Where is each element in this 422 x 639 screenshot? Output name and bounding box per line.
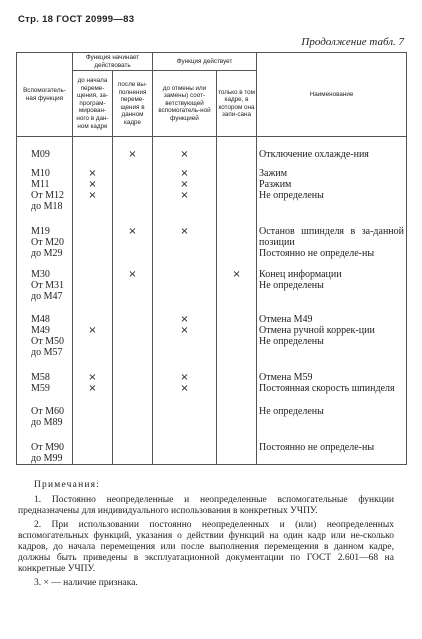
mark-cell bbox=[73, 160, 113, 212]
cross-mark bbox=[219, 190, 254, 201]
function-name: Не определены bbox=[259, 336, 324, 348]
function-code: M48 bbox=[31, 314, 50, 326]
mark-cell bbox=[217, 358, 257, 394]
mark-cell bbox=[73, 259, 113, 302]
mark-cell bbox=[217, 160, 257, 212]
function-name-cell bbox=[257, 428, 407, 465]
function-code-cell bbox=[17, 428, 73, 465]
cross-mark: × bbox=[128, 226, 137, 238]
cross-mark: × bbox=[128, 149, 137, 161]
function-code: M10 bbox=[31, 168, 50, 180]
cross-mark bbox=[115, 179, 150, 190]
function-name-cell bbox=[257, 358, 407, 394]
notes-title: Примечания: bbox=[34, 480, 101, 490]
mark-cell bbox=[153, 160, 217, 212]
cross-mark: × bbox=[88, 325, 97, 337]
cross-mark bbox=[219, 372, 254, 383]
mark-cell bbox=[73, 428, 113, 465]
function-code: до M18 bbox=[31, 201, 63, 213]
function-code-cell bbox=[17, 394, 73, 428]
function-name: Отмена M49 bbox=[259, 314, 313, 326]
function-code-cell bbox=[17, 212, 73, 259]
function-code-cell bbox=[17, 137, 73, 161]
function-name: Не определены bbox=[259, 280, 324, 292]
mark-cell bbox=[217, 428, 257, 465]
function-code: M19 bbox=[31, 226, 50, 238]
cross-mark bbox=[219, 168, 254, 179]
function-code: От M60 bbox=[31, 406, 64, 418]
table-row bbox=[17, 137, 407, 161]
cross-mark: × bbox=[180, 226, 189, 238]
cross-mark: × bbox=[88, 179, 97, 191]
cross-mark: × bbox=[88, 383, 97, 395]
mark-cell bbox=[113, 160, 153, 212]
function-code: От M20 bbox=[31, 237, 64, 249]
mark-cell bbox=[73, 137, 113, 161]
table-continuation-label: Продолжение табл. 7 bbox=[301, 36, 404, 48]
cross-mark: × bbox=[88, 190, 97, 202]
mark-cell bbox=[153, 137, 217, 161]
function-name-cell bbox=[257, 259, 407, 302]
function-code: до M57 bbox=[31, 347, 63, 359]
cross-mark bbox=[75, 149, 110, 160]
function-name: Разжим bbox=[259, 179, 292, 191]
function-name-cell bbox=[257, 302, 407, 358]
note-3: 3. × — наличие признака. bbox=[34, 577, 138, 588]
cross-mark: × bbox=[180, 372, 189, 384]
header-start-group: Функция начинает действовать bbox=[73, 53, 153, 71]
function-name: Постоянно не определе-ны bbox=[259, 442, 375, 454]
cross-mark bbox=[115, 325, 150, 336]
header-before-move: до начала переме-щения, за-програм-мирован-ного в дан-ном кадре bbox=[73, 71, 113, 137]
function-name: Конец информации bbox=[259, 269, 342, 281]
function-code-cell bbox=[17, 302, 73, 358]
function-name-cell bbox=[257, 212, 407, 259]
function-code: От M31 bbox=[31, 280, 64, 292]
page-header: Стр. 18 ГОСТ 20999—83 bbox=[18, 14, 135, 25]
function-code: до M99 bbox=[31, 453, 63, 465]
mark-cell bbox=[73, 358, 113, 394]
table-row bbox=[17, 212, 407, 259]
cross-mark bbox=[219, 179, 254, 190]
mark-cell bbox=[153, 302, 217, 358]
function-code-cell bbox=[17, 160, 73, 212]
function-name: Останов шпинделя в за-данной позиции bbox=[259, 226, 405, 249]
table-row bbox=[17, 428, 407, 465]
function-code: M09 bbox=[31, 149, 50, 161]
table-row bbox=[17, 259, 407, 302]
cross-mark bbox=[219, 383, 254, 394]
header-name: Наименование bbox=[257, 53, 407, 137]
header-after-move: после вы-полнения переме-щения в данном кадре bbox=[113, 71, 153, 137]
mark-cell bbox=[113, 259, 153, 302]
mark-cell bbox=[73, 302, 113, 358]
function-name: Отключение охлажде-ния bbox=[259, 149, 369, 161]
function-code: до M29 bbox=[31, 248, 63, 260]
cross-mark: × bbox=[180, 314, 189, 326]
mark-cell bbox=[217, 259, 257, 302]
cross-mark: × bbox=[180, 325, 189, 337]
table-row bbox=[17, 394, 407, 428]
note-1: 1. Постоянно неопределенные и неопределенные вспомогательные функции предназначены для индивидуального использования в конкретных УЧПУ. bbox=[18, 495, 394, 517]
mark-cell bbox=[113, 137, 153, 161]
functions-table bbox=[16, 52, 407, 465]
cross-mark bbox=[219, 325, 254, 336]
function-code: От M90 bbox=[31, 442, 64, 454]
function-name-cell bbox=[257, 160, 407, 212]
header-until-cancel: до отмены или замены) соот-ветствующей вспомогатель-ной функцией bbox=[153, 71, 217, 137]
mark-cell bbox=[113, 302, 153, 358]
cross-mark bbox=[155, 269, 214, 280]
cross-mark bbox=[75, 314, 110, 325]
function-name: Постоянно не определе-ны bbox=[259, 248, 375, 260]
notes-section bbox=[18, 480, 394, 591]
mark-cell bbox=[217, 212, 257, 259]
cross-mark: × bbox=[88, 372, 97, 384]
cross-mark bbox=[75, 226, 110, 237]
function-code: M30 bbox=[31, 269, 50, 281]
cross-mark bbox=[75, 269, 110, 280]
cross-mark bbox=[219, 149, 254, 160]
function-code: M49 bbox=[31, 325, 50, 337]
cross-mark: × bbox=[88, 168, 97, 180]
table-row bbox=[17, 160, 407, 212]
mark-cell bbox=[153, 212, 217, 259]
note-2: 2. При использовании постоянно неопределенных и (или) неопределенных вспомогательных функций, указания о действии функций на один кадр или не-сколько кадров, до начала перемещения или после выполнения перемещения в данном кадре, должны быть приведены в эксплуатационной документации по ГОСТ 2.601—68 на конкретные УЧПУ. bbox=[18, 519, 394, 575]
cross-mark bbox=[115, 383, 150, 394]
cross-mark bbox=[115, 314, 150, 325]
function-code: От M12 bbox=[31, 190, 64, 202]
cross-mark: × bbox=[180, 383, 189, 395]
mark-cell bbox=[113, 428, 153, 465]
header-code: Вспомогатель-ная функция bbox=[17, 53, 73, 137]
function-code-cell bbox=[17, 358, 73, 394]
mark-cell bbox=[113, 394, 153, 428]
function-code: M59 bbox=[31, 383, 50, 395]
table-row bbox=[17, 358, 407, 394]
cross-mark: × bbox=[180, 190, 189, 202]
mark-cell bbox=[217, 302, 257, 358]
header-only-block: только в том кадре, в котором она запи-сана bbox=[217, 71, 257, 137]
function-name: Не определены bbox=[259, 190, 324, 202]
mark-cell bbox=[153, 394, 217, 428]
mark-cell bbox=[217, 137, 257, 161]
function-name: Не определены bbox=[259, 406, 324, 418]
cross-mark bbox=[115, 168, 150, 179]
function-name: Отмена M59 bbox=[259, 372, 313, 384]
function-name-cell bbox=[257, 394, 407, 428]
function-code: От M50 bbox=[31, 336, 64, 348]
function-name: Зажим bbox=[259, 168, 288, 180]
mark-cell bbox=[113, 212, 153, 259]
cross-mark bbox=[219, 314, 254, 325]
function-code: M11 bbox=[31, 179, 50, 191]
function-name: Отмена ручной коррек-ции bbox=[259, 325, 375, 337]
mark-cell bbox=[217, 394, 257, 428]
mark-cell bbox=[153, 428, 217, 465]
mark-cell bbox=[153, 259, 217, 302]
mark-cell bbox=[73, 212, 113, 259]
cross-mark: × bbox=[232, 269, 241, 281]
function-code: до M89 bbox=[31, 417, 63, 429]
mark-cell bbox=[153, 358, 217, 394]
mark-cell bbox=[73, 394, 113, 428]
cross-mark: × bbox=[180, 179, 189, 191]
cross-mark: × bbox=[180, 149, 189, 161]
cross-mark bbox=[219, 226, 254, 237]
function-name: Постоянная скорость шпинделя bbox=[259, 383, 395, 395]
cross-mark bbox=[115, 372, 150, 383]
cross-mark: × bbox=[180, 168, 189, 180]
cross-mark: × bbox=[128, 269, 137, 281]
function-code: до M47 bbox=[31, 291, 63, 303]
function-name-cell bbox=[257, 137, 407, 161]
header-act-group: Функция действует bbox=[153, 53, 257, 71]
mark-cell bbox=[113, 358, 153, 394]
function-code: M58 bbox=[31, 372, 50, 384]
function-code-cell bbox=[17, 259, 73, 302]
table-row bbox=[17, 302, 407, 358]
cross-mark bbox=[115, 190, 150, 201]
